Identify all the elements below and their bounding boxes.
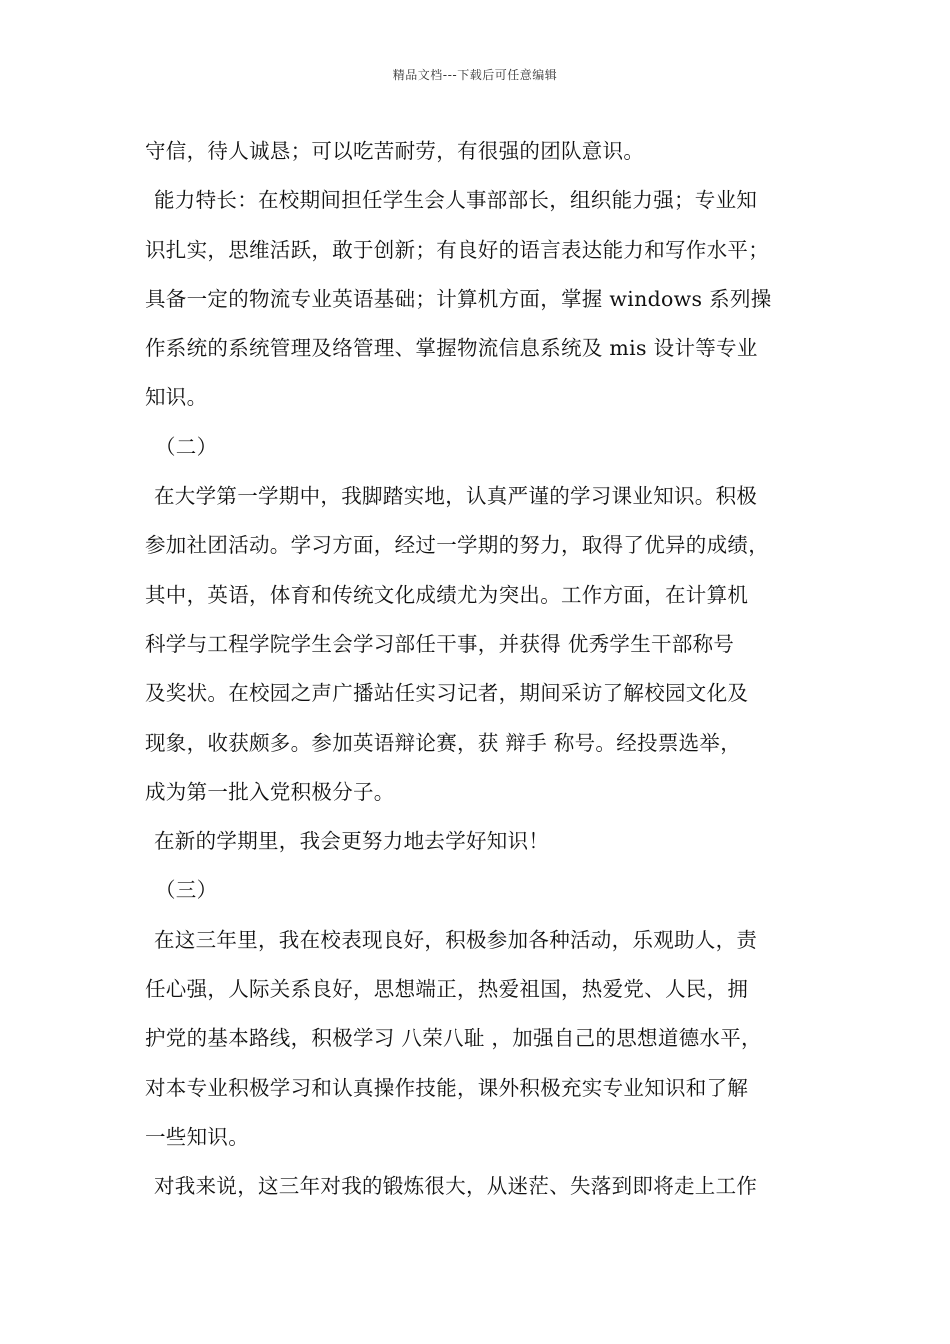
paragraph-start: 能力特长：在校期间担任学生会人事部部长，组织能力强；专业知 <box>154 188 758 213</box>
paragraph-start: 在这三年里，我在校表现良好，积极参加各种活动，乐观助人，责 <box>154 927 758 952</box>
text-line: 参加社团活动。学习方面，经过一学期的努力，取得了优异的成绩， <box>145 533 769 558</box>
text-line: 现象，收获颇多。参加英语辩论赛，获 辩手 称号。经投票选举， <box>145 730 742 755</box>
page-header: 精品文档---下载后可任意编辑 <box>392 68 558 82</box>
text-line: 作系统的系统管理及络管理、掌握物流信息系统及 mis 设计等专业 <box>145 336 758 361</box>
paragraph-start: 在大学第一学期中，我脚踏实地，认真严谨的学习课业知识。积极 <box>154 484 758 509</box>
text-line: 及奖状。在校园之声广播站任实习记者，期间采访了解校园文化及 <box>145 681 749 706</box>
text-line: 知识。 <box>145 385 208 410</box>
document-body <box>145 127 825 1212</box>
text-line: 具备一定的物流专业英语基础；计算机方面，掌握 windows 系列操 <box>145 286 772 311</box>
paragraph-start: 在新的学期里，我会更努力地去学好知识！ <box>154 829 550 854</box>
text-line: 其中，英语，体育和传统文化成绩尤为突出。工作方面，在计算机 <box>145 582 749 607</box>
text-line: 识扎实，思维活跃，敢于创新；有良好的语言表达能力和写作水平； <box>145 237 769 262</box>
section-heading: （三） <box>155 878 218 903</box>
text-line: 任心强，人际关系良好，思想端正，热爱祖国，热爱党、人民，拥 <box>145 977 749 1002</box>
text-line: 一些知识。 <box>145 1124 249 1149</box>
text-line: 成为第一批入党积极分子。 <box>145 779 395 804</box>
section-heading: （二） <box>155 434 218 459</box>
text-line: 科学与工程学院学生会学习部任干事，并获得 优秀学生干部称号 <box>145 631 735 656</box>
text-line: 守信，待人诚恳；可以吃苦耐劳，有很强的团队意识。 <box>145 139 645 163</box>
text-line: 护党的基本路线，积极学习 八荣八耻 ，加强自己的思想道德水平， <box>145 1026 762 1051</box>
paragraph-start: 对我来说，这三年对我的锻炼很大，从迷茫、失落到即将走上工作 <box>154 1174 758 1199</box>
text-line: 对本专业积极学习和认真操作技能，课外积极充实专业知识和了解 <box>145 1075 749 1100</box>
